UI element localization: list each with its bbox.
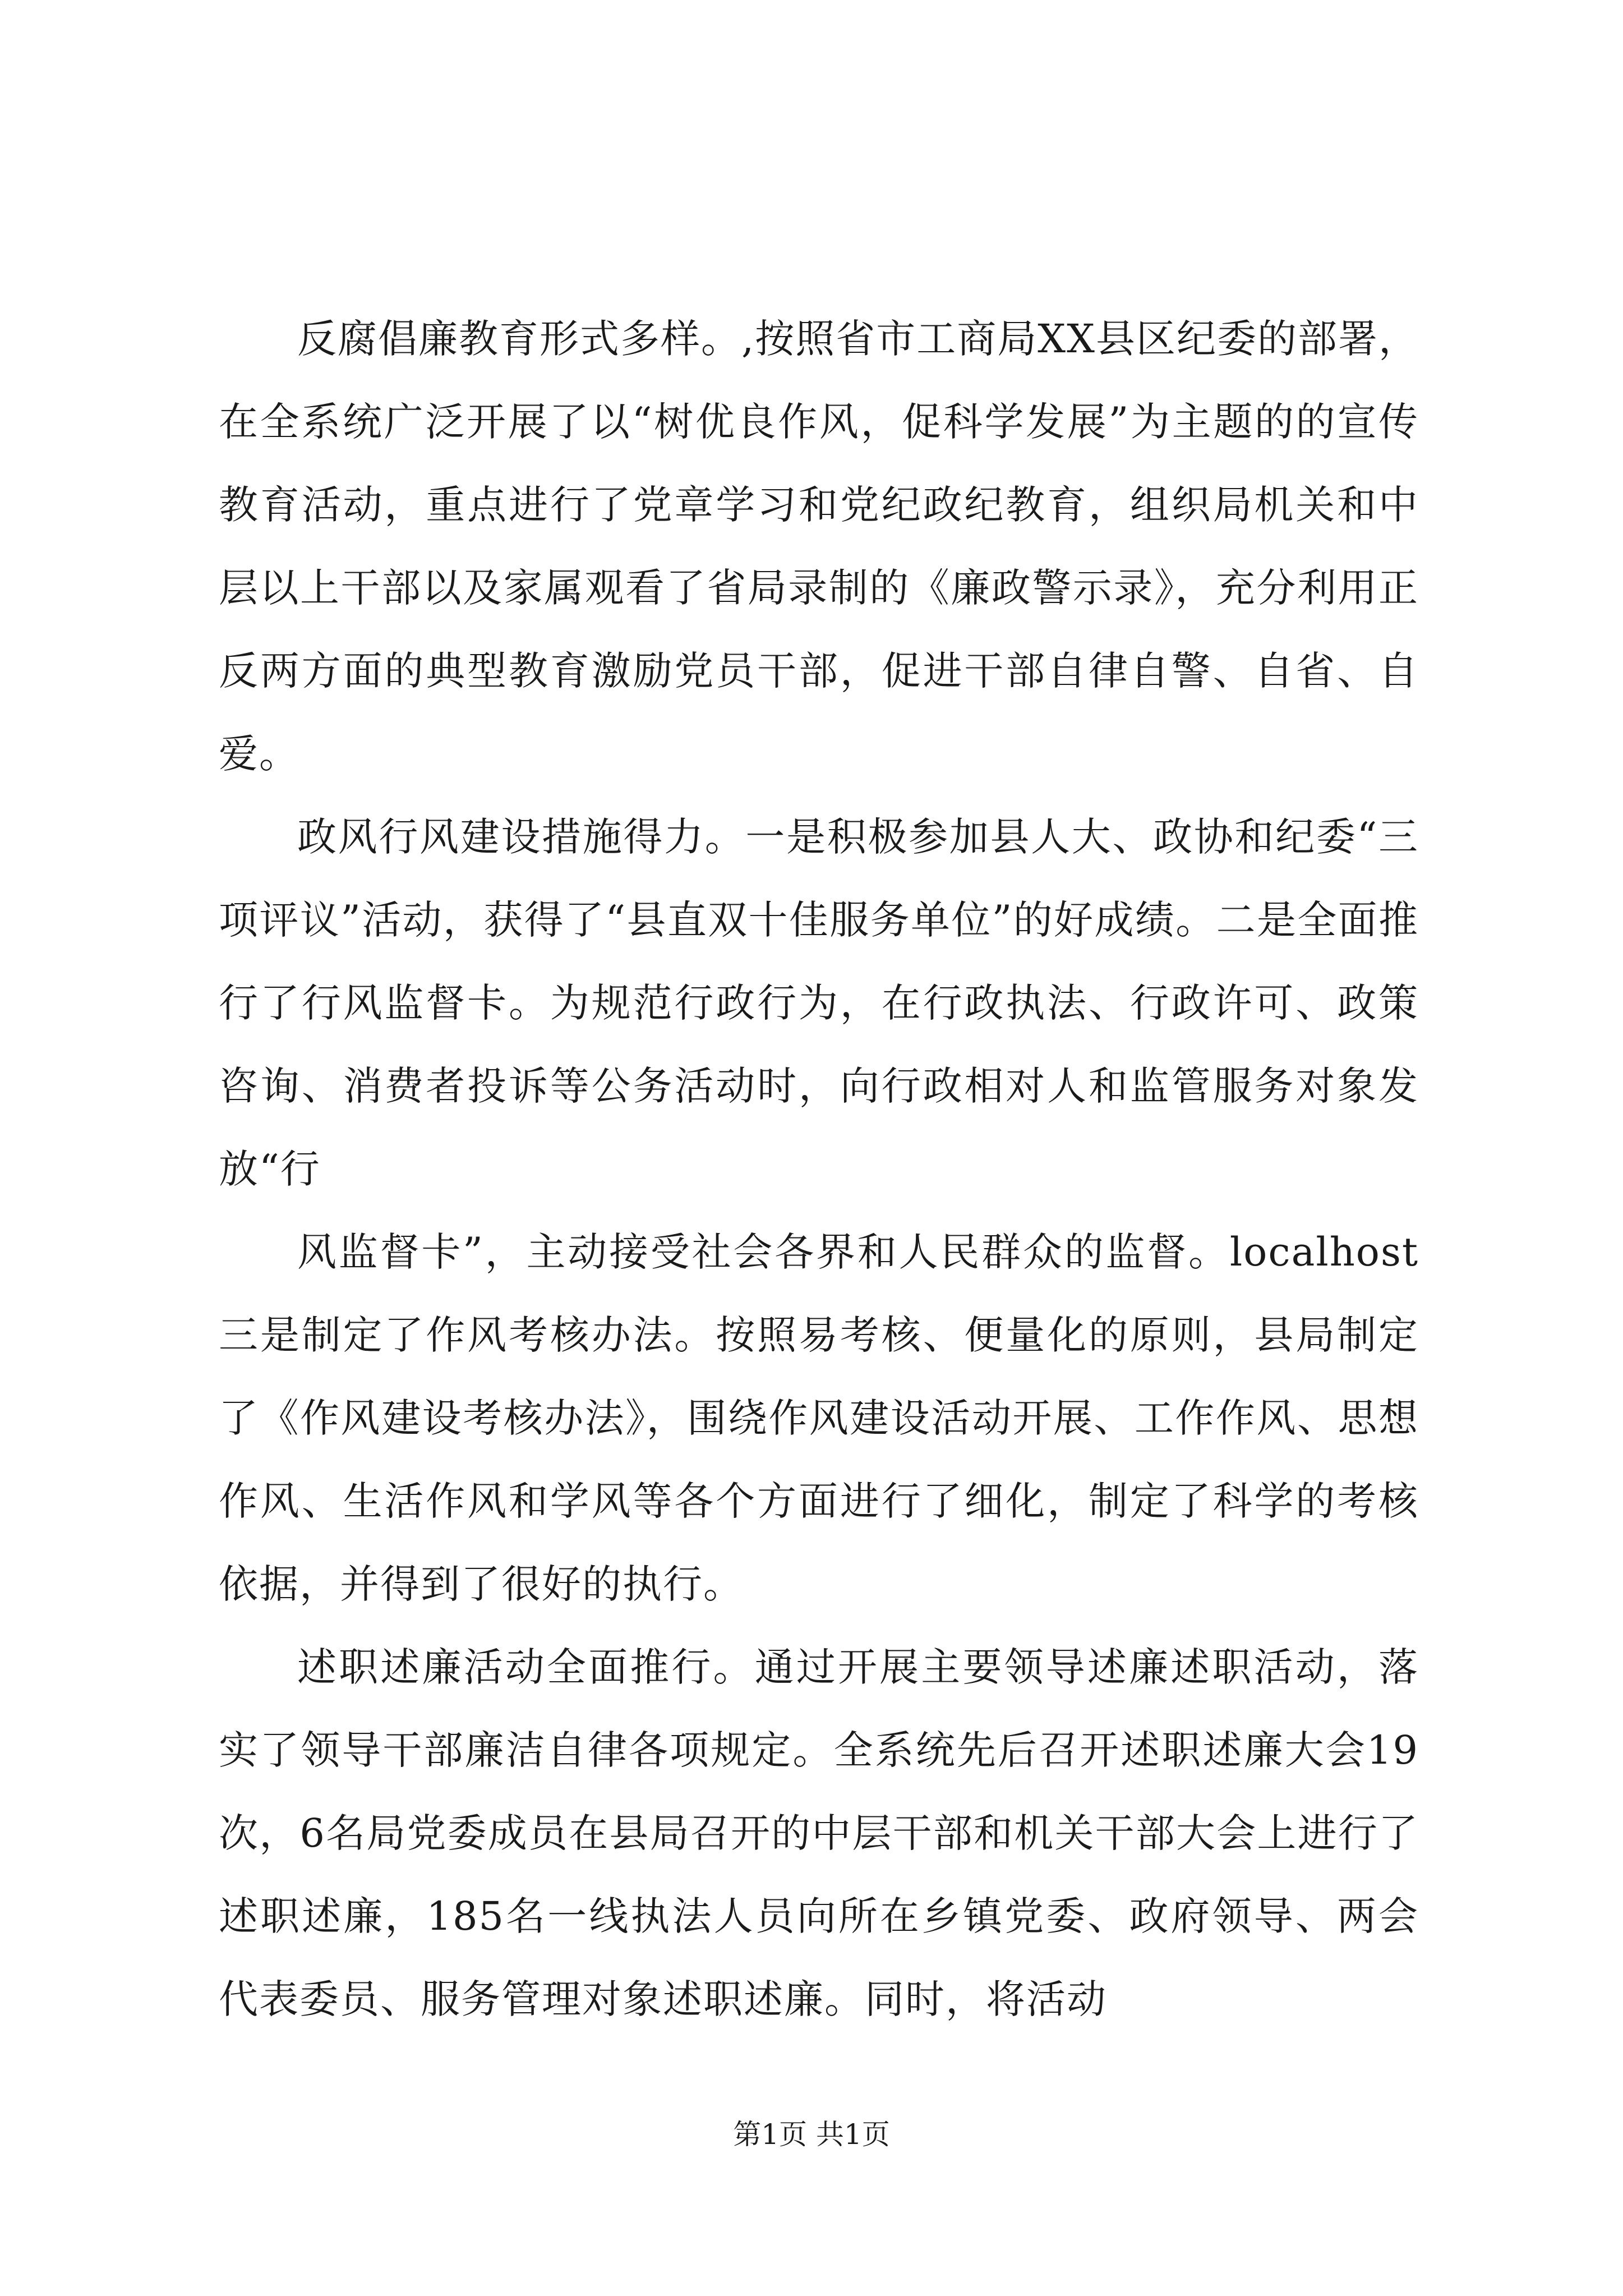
paragraph-conduct-building: 政风行风建设措施得力。一是积极参加县人大、政协和纪委“三项评议”活动，获得了“县直双十佳服务单位”的好成绩。二是全面推行了行风监督卡。为规范行政行为，在行政执法、行政许可、政策咨询、消费者投诉等公务活动时，向行政相对人和监管服务对象发放“行 <box>219 814 1419 1192</box>
paragraph-anticorruption-education: 反腐倡廉教育形式多样。,按照省市工商局XX县区纪委的部署，在全系统广泛开展了以“树优良作风，促科学发展”为主题的的宣传教育活动，重点进行了党章学习和党纪政纪教育，组织局机关和中层以上干部以及家属观看了省局录制的《廉政警示录》，充分利用正反两方面的典型教育激励党员干部，促进干部自律自警、自省、自爱。 <box>219 316 1419 777</box>
paragraph-duty-report: 述职述廉活动全面推行。通过开展主要领导述廉述职活动，落实了领导干部廉洁自律各项规定。全系统先后召开述职述廉大会19次，6名局党委成员在县局召开的中层干部和机关干部大会上进行了述职述廉，185名一线执法人员向所在乡镇党委、政府领导、两会代表委员、服务管理对象述职述廉。同时，将活动 <box>219 1644 1419 2022</box>
page-footer: 第1页 共1页 <box>733 2118 890 2151</box>
paragraph-supervision-card: 风监督卡”，主动接受社会各界和人民群众的监督。localhost三是制定了作风考核办法。按照易考核、便量化的原则，县局制定了《作风建设考核办法》，围绕作风建设活动开展、工作作风、思想作风、生活作风和学风等各个方面进行了细化，制定了科学的考核依据，并得到了很好的执行。 <box>219 1229 1419 1607</box>
document-body <box>219 297 1419 2041</box>
